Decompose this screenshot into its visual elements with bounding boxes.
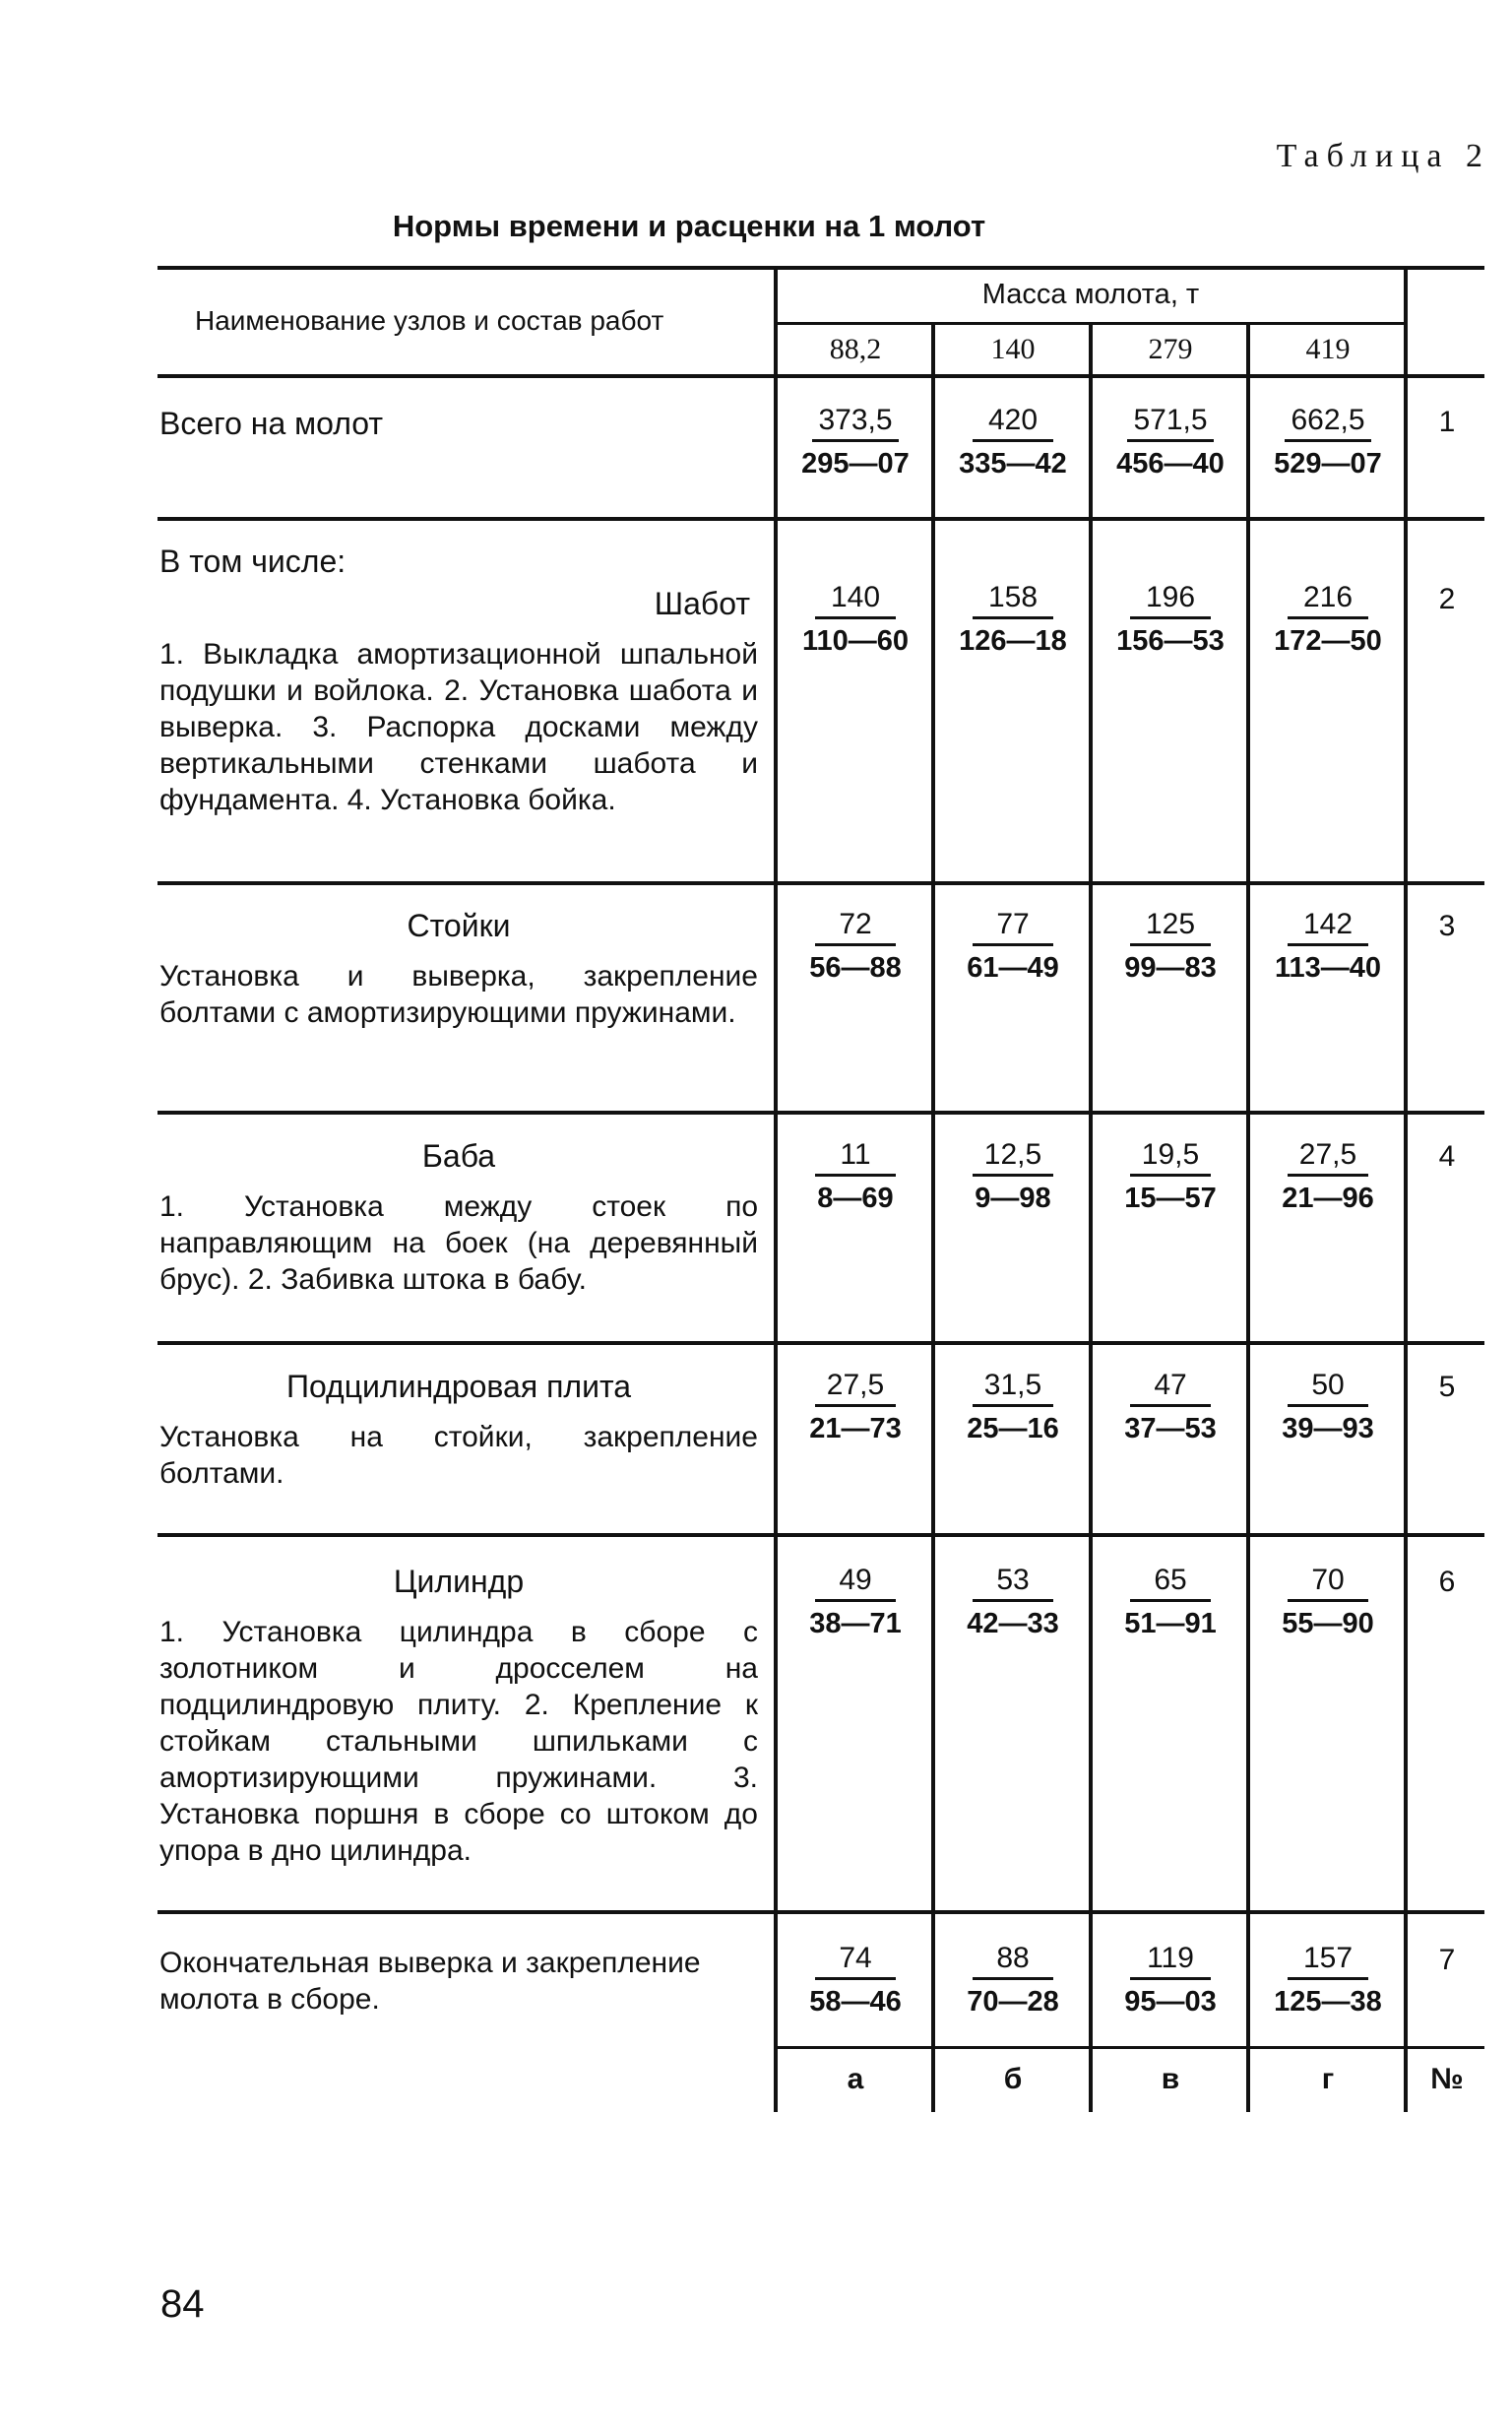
page-label: Таблица 2 [1276,138,1490,174]
time-norm: 47 [1130,1369,1211,1407]
norm-value [778,908,933,985]
row-title: Шабот [654,586,750,621]
rate: 21—96 [1282,1183,1374,1214]
row-body: Установка на стойки, закрепление болтами. [159,1421,758,1490]
rate: 335—42 [959,448,1067,480]
norm-value [1093,1138,1248,1215]
norm-value [935,908,1091,985]
time-norm: 196 [1130,581,1211,619]
row-number: 7 [1438,1944,1456,1976]
row-number: 5 [1438,1371,1456,1403]
norm-value [1093,1369,1248,1445]
rate: 9—98 [975,1183,1051,1214]
row-body: 1. Выкладка амортизационной шпальной подушки и войлока. 2. Установка шабота и выверка. 3. Распорка досками между вертикальными стенками шабота и фундамента. 4. Установка бойка. [159,638,758,816]
norm-value [778,1369,933,1445]
rate: 99—83 [1124,952,1217,984]
time-norm: 72 [815,908,896,946]
mass-value: 419 [1305,333,1351,365]
time-norm: 74 [815,1942,896,1980]
row-divider [158,1533,1484,1537]
row-number: 2 [1438,583,1456,615]
rate: 51—91 [1124,1608,1217,1639]
time-norm: 420 [973,404,1053,442]
time-norm: 65 [1130,1564,1211,1602]
row-title: Цилиндр [393,1564,525,1599]
rate: 39—93 [1282,1413,1374,1444]
top-rule [158,266,1484,270]
norm-value [1250,581,1406,658]
time-norm: 27,5 [815,1369,896,1407]
row-body: 1. Установка цилиндра в сборе с золотником и дросселем на подцилиндровую плиту. 2. Крепление к стойкам стальными шпильками с амортизирующими пружинами. 3. Установка поршня в сборе со штоком до упора в дно цилиндра. [159,1616,758,1867]
time-norm: 53 [973,1564,1053,1602]
row-number: 4 [1438,1140,1456,1173]
table-title: Нормы времени и расценки на 1 молот [392,209,986,243]
rate: 456—40 [1116,448,1225,480]
row-number: 3 [1438,910,1456,942]
row-title: Окончательная выверка и закрепление молота в сборе. [159,1947,701,2016]
time-norm: 49 [815,1564,896,1602]
rate: 172—50 [1274,625,1382,657]
norm-value [935,1564,1091,1640]
row-title: Подцилиндровая плита [285,1369,632,1404]
row-intro: В том числе: [159,544,346,579]
norm-value [935,1369,1091,1445]
time-norm: 88 [973,1942,1053,1980]
norm-value [1093,1942,1248,2018]
row-description [159,1369,758,1492]
time-norm: 50 [1288,1369,1368,1407]
time-norm: 11 [815,1138,896,1177]
time-norm: 373,5 [812,404,898,442]
norm-value [1093,1564,1248,1640]
row-number: 1 [1438,406,1456,438]
row-body: 1. Установка между стоек по направляющим на боек (на деревянный брус). 2. Забивка штока в бабу. [159,1190,758,1296]
time-norm: 571,5 [1127,404,1213,442]
rate: 37—53 [1124,1413,1217,1444]
row-divider [158,881,1484,885]
time-norm: 119 [1130,1942,1211,1980]
time-norm: 662,5 [1285,404,1370,442]
row-number: 6 [1438,1566,1456,1598]
time-norm: 157 [1288,1942,1368,1980]
rate: 295—07 [801,448,910,480]
column-letter: г [1321,2063,1335,2095]
norm-value [935,1942,1091,2018]
row-title: Всего на молот [159,406,384,441]
header-left-label: Наименование узлов и состав работ [195,305,664,336]
rate: 55—90 [1282,1608,1374,1639]
norm-value [778,1138,933,1215]
norm-value [1250,908,1406,985]
norm-value [935,404,1091,481]
rate: 126—18 [959,625,1067,657]
rate: 70—28 [967,1986,1059,2018]
mass-label: Масса молота, т [981,279,1200,310]
row-description [159,908,758,1031]
row-divider [158,1111,1484,1115]
norm-value [1250,1942,1406,2018]
norm-value [935,581,1091,658]
column-letter: а [847,2063,864,2095]
column-letter: б [1003,2063,1023,2095]
row-description [159,1138,758,1298]
norm-value [778,1942,933,2018]
row-title: Стойки [407,908,511,943]
norm-value [935,1138,1091,1215]
row-description [159,544,758,818]
rate: 113—40 [1274,952,1382,984]
rate: 56—88 [809,952,902,984]
row-divider [158,517,1484,521]
time-norm: 216 [1288,581,1368,619]
rate: 8—69 [817,1183,894,1214]
time-norm: 142 [1288,908,1368,946]
time-norm: 140 [815,581,896,619]
rate: 110—60 [801,625,910,657]
rate: 529—07 [1274,448,1382,480]
time-norm: 31,5 [973,1369,1053,1407]
rate: 38—71 [809,1608,902,1639]
rate: 25—16 [967,1413,1059,1444]
row-description [159,406,758,442]
time-norm: 27,5 [1288,1138,1368,1177]
norm-value [1250,1369,1406,1445]
rate: 21—73 [809,1413,902,1444]
row-title: Баба [421,1138,496,1174]
mass-value: 88,2 [829,333,882,365]
rate: 61—49 [967,952,1059,984]
time-norm: 12,5 [973,1138,1053,1177]
time-norm: 77 [973,908,1053,946]
norm-value [778,1564,933,1640]
time-norm: 125 [1130,908,1211,946]
norm-value [1093,908,1248,985]
row-description [159,1945,758,2018]
rate: 58—46 [809,1986,902,2018]
row-divider [158,1341,1484,1345]
letters-rule [774,2046,1484,2049]
page-number: 84 [160,2282,205,2326]
time-norm: 70 [1288,1564,1368,1602]
norm-value [778,581,933,658]
rate: 156—53 [1116,625,1225,657]
mass-value: 279 [1148,333,1193,365]
rate: 125—38 [1274,1986,1382,2018]
row-description [159,1564,758,1869]
time-norm: 19,5 [1130,1138,1211,1177]
norm-value [1093,581,1248,658]
time-norm: 158 [973,581,1053,619]
rate: 42—33 [967,1608,1059,1639]
mass-value: 140 [990,333,1036,365]
norm-value [1250,1138,1406,1215]
column-letter-number-sign: № [1430,2063,1464,2095]
norm-value [1250,404,1406,481]
norm-value [1093,404,1248,481]
row-divider [158,1910,1484,1914]
header-bottom-rule [158,374,1484,378]
rate: 15—57 [1124,1183,1217,1214]
column-letter: в [1161,2063,1180,2095]
norm-value [1250,1564,1406,1640]
row-body: Установка и выверка, закрепление болтами с амортизирующими пружинами. [159,960,758,1029]
rate: 95—03 [1124,1986,1217,2018]
norm-value [778,404,933,481]
